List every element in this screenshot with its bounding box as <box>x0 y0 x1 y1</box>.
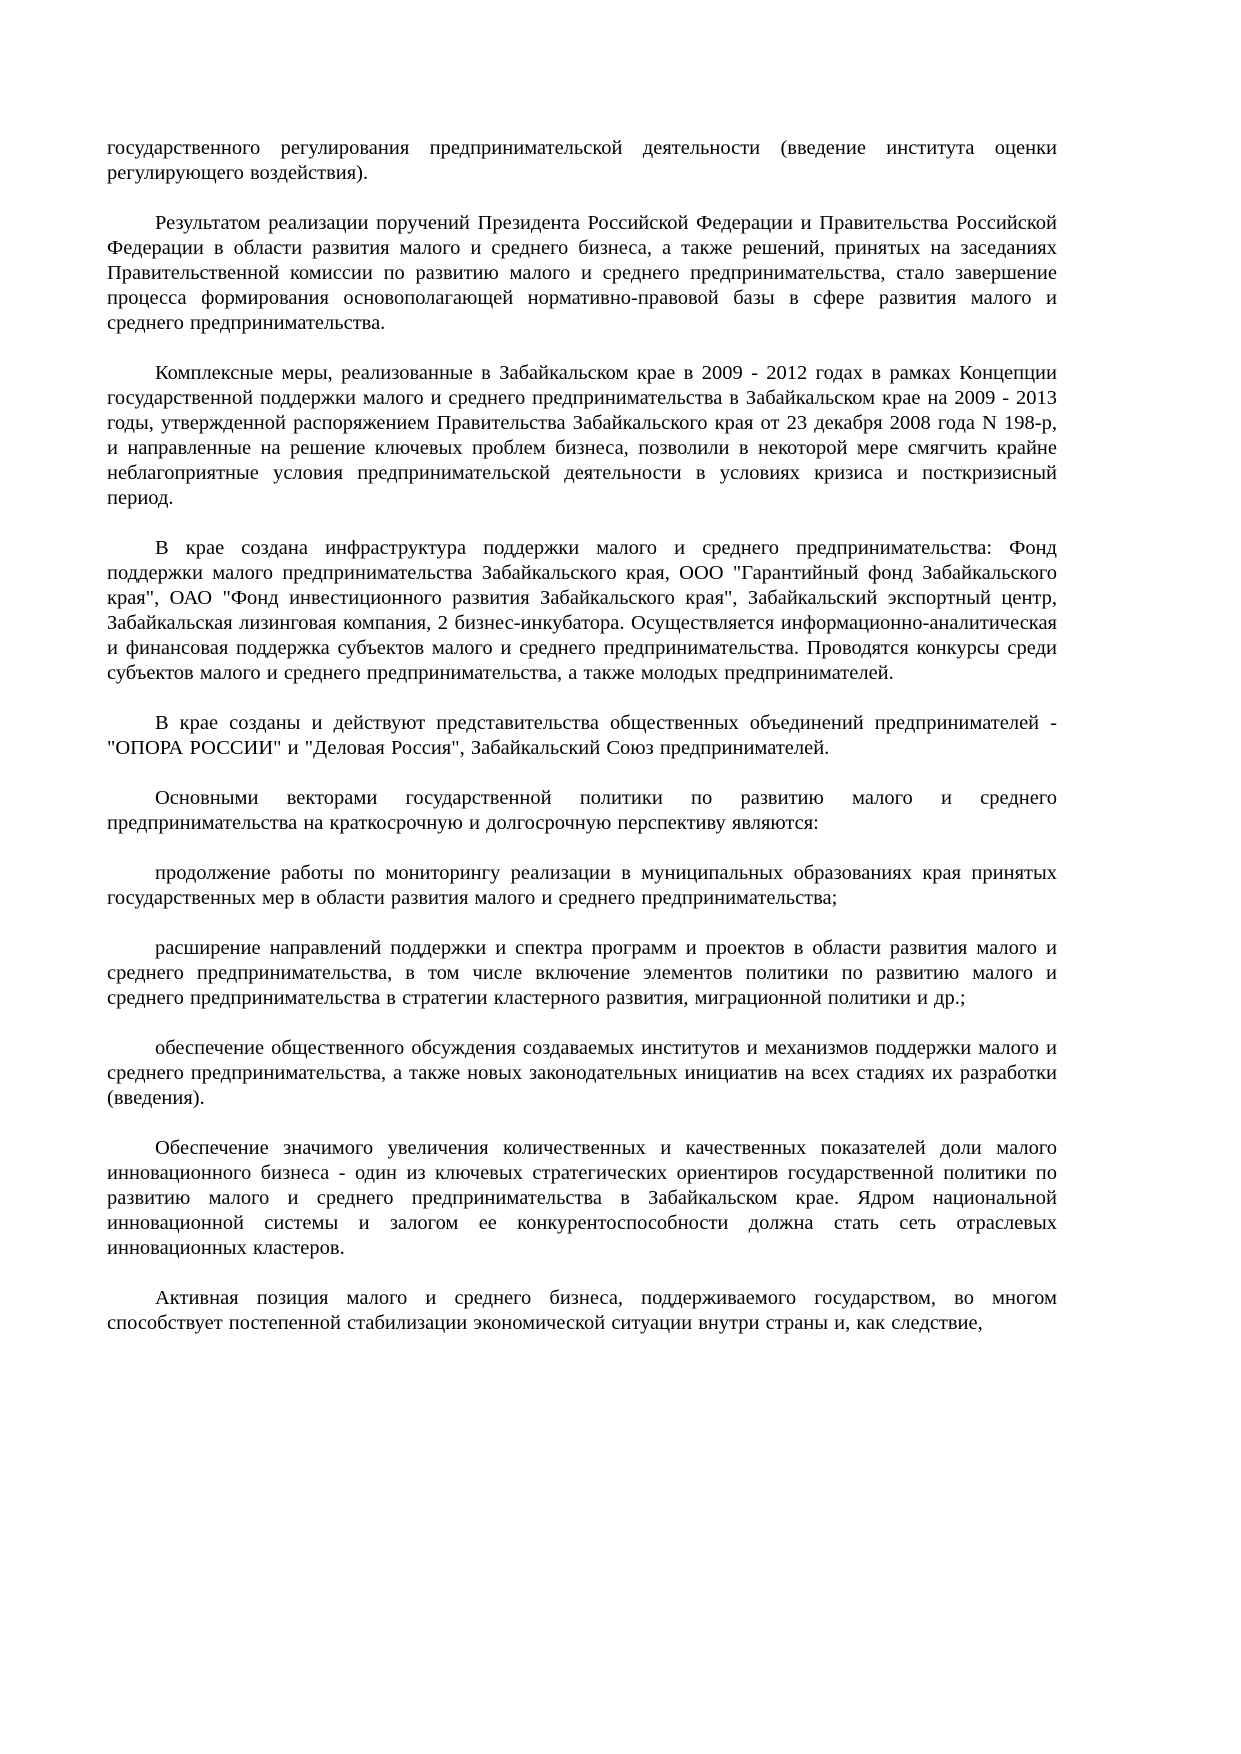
paragraph: Комплексные меры, реализованные в Забайкальском крае в 2009 - 2012 годах в рамках Концепции государственной поддержки малого и среднего предпринимательства в Забайкальском крае на 2009 - 2013 годы, утвержденной распоряжением Правительства Забайкальского края от 23 декабря 2008 года N 198-р, и направленные на решение ключевых проблем бизнеса, позволили в некоторой мере смягчить крайне неблагоприятные условия предпринимательской деятельности в условиях кризиса и посткризисный период. <box>107 362 1057 509</box>
paragraph: Обеспечение значимого увеличения количественных и качественных показателей доли малого инновационного бизнеса - один из ключевых стратегических ориентиров государственной политики по развитию малого и среднего предпринимательства в Забайкальском крае. Ядром национальной инновационной системы и залогом ее конкурентоспособности должна стать сеть отраслевых инновационных кластеров. <box>107 1137 1057 1259</box>
paragraph: обеспечение общественного обсуждения создаваемых институтов и механизмов поддержки малого и среднего предпринимательства, а также новых законодательных инициатив на всех стадиях их разработки (введения). <box>107 1037 1057 1109</box>
paragraph: Основными векторами государственной политики по развитию малого и среднего предпринимательства на краткосрочную и долгосрочную перспективу являются: <box>107 787 1057 834</box>
paragraph: Результатом реализации поручений Президента Российской Федерации и Правительства Российской Федерации в области развития малого и среднего бизнеса, а также решений, принятых на заседаниях Правительственной комиссии по развитию малого и среднего предпринимательства, стало завершение процесса формирования основополагающей нормативно-правовой базы в сфере развития малого и среднего предпринимательства. <box>107 212 1057 334</box>
paragraph: Активная позиция малого и среднего бизнеса, поддерживаемого государством, во многом способствует постепенной стабилизации экономической ситуации внутри страны и, как следствие, <box>107 1287 1057 1334</box>
paragraph: продолжение работы по мониторингу реализации в муниципальных образованиях края принятых государственных мер в области развития малого и среднего предпринимательства; <box>107 862 1057 909</box>
paragraph: государственного регулирования предпринимательской деятельности (введение института оценки регулирующего воздействия). <box>107 137 1057 184</box>
paragraph: В крае созданы и действуют представительства общественных объединений предпринимателей - "ОПОРА РОССИИ" и "Деловая Россия", Забайкальский Союз предпринимателей. <box>107 712 1057 759</box>
paragraph: расширение направлений поддержки и спектра программ и проектов в области развития малого и среднего предпринимательства, в том числе включение элементов политики по развитию малого и среднего предпринимательства в стратегии кластерного развития, миграционной политики и др.; <box>107 937 1057 1009</box>
paragraph: В крае создана инфраструктура поддержки малого и среднего предпринимательства: Фонд поддержки малого предпринимательства Забайкальского края, ООО "Гарантийный фонд Забайкальского края", ОАО "Фонд инвестиционного развития Забайкальского края", Забайкальский экспортный центр, Забайкальская лизинговая компания, 2 бизнес-инкубатора. Осуществляется информационно-аналитическая и финансовая поддержка субъектов малого и среднего предпринимательства. Проводятся конкурсы среди субъектов малого и среднего предпринимательства, а также молодых предпринимателей. <box>107 537 1057 684</box>
